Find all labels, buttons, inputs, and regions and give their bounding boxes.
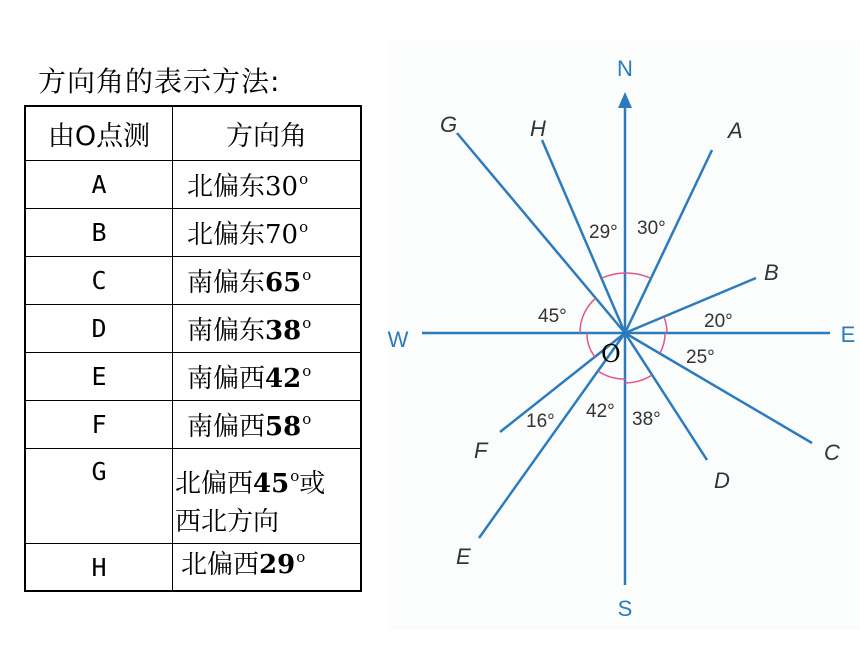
row-direction: 北偏西45$^o$或 西北方向 bbox=[173, 449, 362, 544]
arc-n-a bbox=[625, 273, 650, 278]
table-row bbox=[25, 544, 361, 592]
north-arrow-head bbox=[618, 92, 632, 108]
row-direction: 北偏西29$^o$ bbox=[173, 544, 362, 592]
direction-angle-table bbox=[24, 105, 362, 592]
row-point: H bbox=[25, 544, 173, 592]
angle-e-s: 42° bbox=[586, 401, 615, 422]
label-h: H bbox=[530, 116, 546, 141]
angle-g-w: 45° bbox=[538, 306, 567, 327]
compass-e: E bbox=[840, 322, 856, 347]
table-row bbox=[25, 401, 361, 449]
compass-diagram bbox=[382, 40, 860, 630]
ray-a bbox=[625, 150, 712, 333]
row-point: E bbox=[25, 353, 173, 401]
row-direction: 南偏东65$^o$ bbox=[173, 257, 362, 305]
arc-e-c bbox=[660, 333, 665, 353]
table-row bbox=[25, 353, 361, 401]
label-b: B bbox=[764, 260, 779, 285]
row-point: F bbox=[25, 401, 173, 449]
row-point: B bbox=[25, 209, 173, 257]
arc-g-w bbox=[580, 298, 596, 333]
row-direction: 北偏东30$^o$ bbox=[173, 161, 362, 209]
label-a: A bbox=[728, 118, 743, 143]
label-d: D bbox=[714, 468, 730, 493]
table-row bbox=[25, 449, 361, 544]
arc-b-e bbox=[664, 317, 667, 333]
ray-b bbox=[625, 278, 756, 333]
row-direction: 北偏东70$^o$ bbox=[173, 209, 362, 257]
angle-n-a: 30° bbox=[637, 218, 666, 239]
label-e: E bbox=[456, 544, 471, 569]
origin-label: O bbox=[601, 340, 621, 368]
label-g: G bbox=[440, 112, 458, 137]
compass-w: W bbox=[387, 327, 409, 352]
compass-s: S bbox=[617, 596, 633, 621]
row-point: G bbox=[25, 449, 173, 544]
row-point: C bbox=[25, 257, 173, 305]
angle-f-w: 16° bbox=[526, 411, 555, 432]
label-f: F bbox=[474, 438, 488, 463]
arc-h-n bbox=[602, 273, 625, 278]
table-header-row bbox=[25, 106, 361, 161]
table-row bbox=[25, 257, 361, 305]
arc-w-f bbox=[587, 333, 595, 357]
angle-s-d: 38° bbox=[632, 409, 661, 430]
label-c: C bbox=[824, 440, 840, 465]
table-row bbox=[25, 161, 361, 209]
page-title: 方向角的表示方法: bbox=[38, 65, 281, 98]
arc-s-d bbox=[625, 375, 652, 383]
header-from-o: 由O点测 bbox=[25, 106, 173, 161]
table-row bbox=[25, 209, 361, 257]
angle-e-c: 25° bbox=[686, 347, 715, 368]
compass-n: N bbox=[617, 56, 633, 81]
row-point: A bbox=[25, 161, 173, 209]
row-direction: 南偏东38$^o$ bbox=[173, 305, 362, 353]
row-direction: 南偏西58$^o$ bbox=[173, 401, 362, 449]
table-row bbox=[25, 305, 361, 353]
angle-h-n: 29° bbox=[589, 222, 618, 243]
row-direction: 南偏西42$^o$ bbox=[173, 353, 362, 401]
arc-e-s bbox=[598, 371, 625, 379]
header-direction-angle: 方向角 bbox=[173, 106, 362, 161]
angle-b-e: 20° bbox=[704, 311, 733, 332]
row-point: D bbox=[25, 305, 173, 353]
